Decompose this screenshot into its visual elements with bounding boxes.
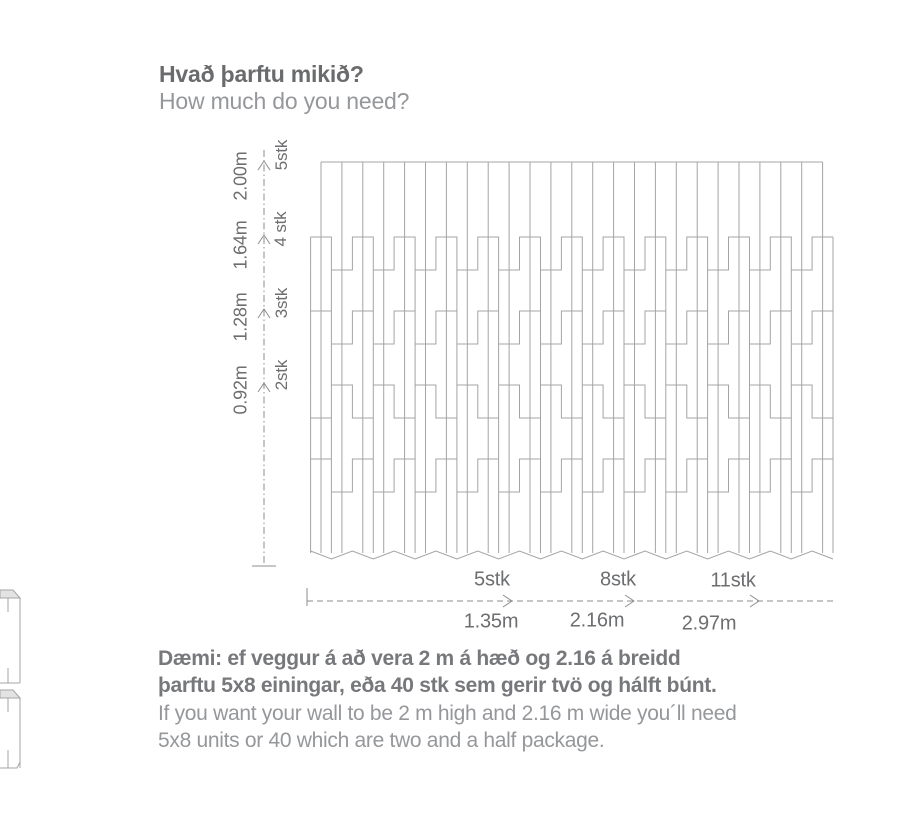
example-line-en-2: 5x8 units or 40 which are two and a half package. xyxy=(158,729,605,753)
left-slat-sketch-1 xyxy=(0,598,20,683)
height-count-label-4: 2stk xyxy=(272,359,291,391)
left-slat-sketch-1-top-face xyxy=(0,590,20,598)
example-text xyxy=(158,645,736,755)
wall-pattern xyxy=(311,162,833,559)
page-title: Hvað þarftu mikið? xyxy=(159,61,364,87)
width-meters-label-2: 2.16m xyxy=(569,609,625,632)
width-count-label-3: 11stk xyxy=(710,569,756,592)
height-count-label-1: 5stk xyxy=(272,139,291,171)
height-meters-label-1: 2.00m xyxy=(230,151,251,201)
height-meters-label-2: 1.64m xyxy=(230,220,251,270)
example-line-is-1: Dæmi: ef veggur á að vera 2 m á hæð og 2.16 á breidd xyxy=(158,647,681,670)
left-slat-sketch-2-top-face xyxy=(0,690,20,698)
height-meters-label-4: 0.92m xyxy=(230,365,251,415)
example-line-en-1: If you want your wall to be 2 m high and 2.16 m wide you´ll need xyxy=(158,701,737,725)
width-count-label-2: 8stk xyxy=(600,568,636,591)
width-meters-label-1: 1.35m xyxy=(463,610,519,633)
example-line-is-2: þarftu 5x8 einingar, eða 40 stk sem gerir tvö og hálft búnt. xyxy=(158,674,717,698)
page-subtitle: How much do you need? xyxy=(159,88,410,114)
height-count-label-3: 3stk xyxy=(272,287,291,319)
left-slat-sketch-2 xyxy=(0,698,20,768)
height-count-label-2: 4 stk xyxy=(271,211,290,247)
width-meters-label-3: 2.97m xyxy=(681,612,737,635)
width-count-label-1: 5stk xyxy=(474,568,510,591)
height-meters-label-3: 1.28m xyxy=(230,292,251,342)
